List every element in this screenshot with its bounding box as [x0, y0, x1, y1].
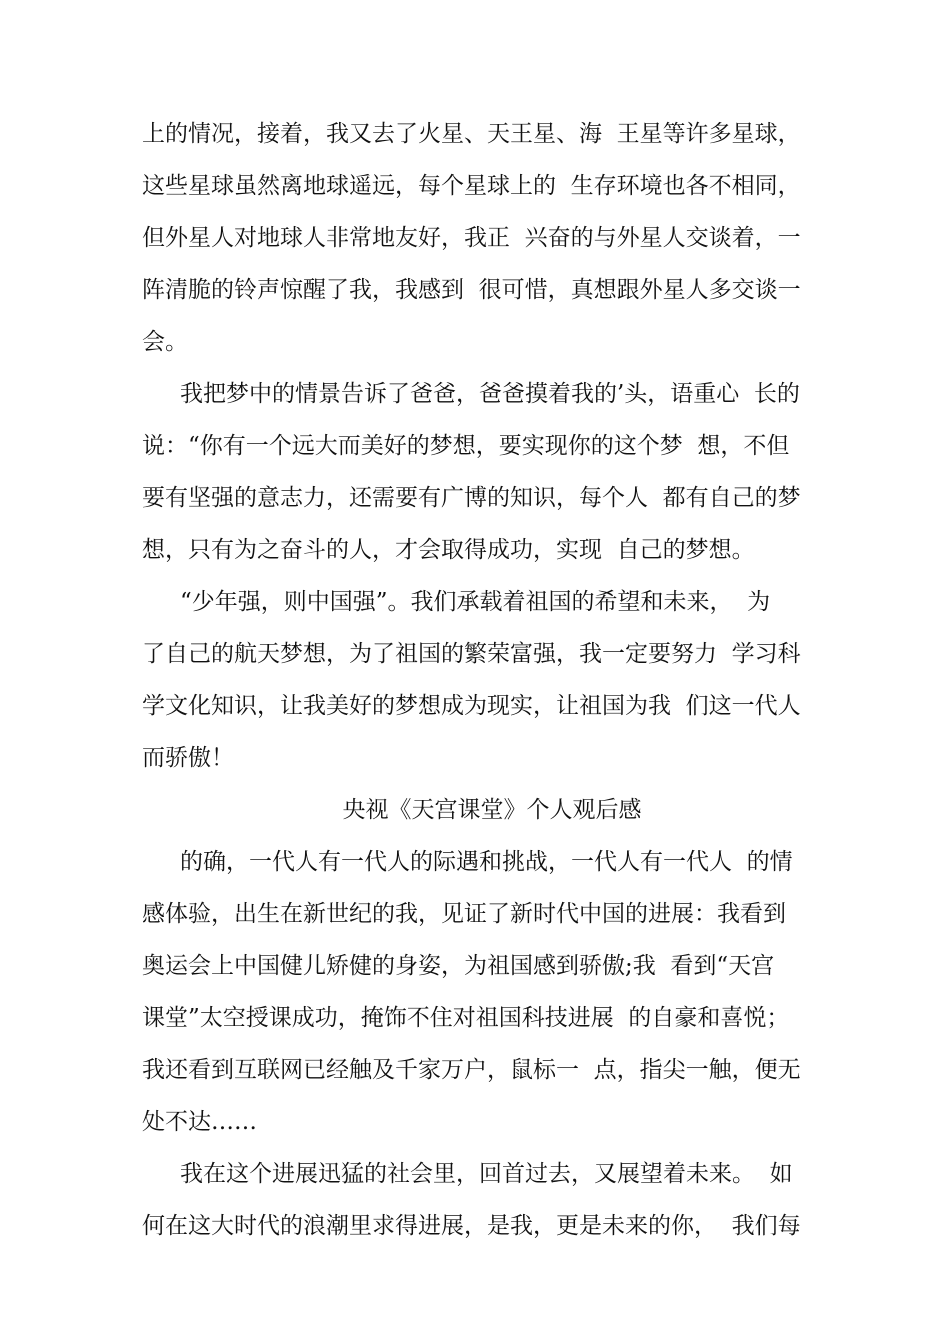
text-line: 上的情况，接着，我又去了火星、天王星、海 王星等许多星球，: [142, 121, 801, 147]
text-line: 而骄傲！: [142, 745, 234, 771]
text-line: 了自己的航天梦想，为了祖国的繁荣富强，我一定要努力 学习科: [142, 641, 801, 667]
text-line: 课堂”太空授课成功，掩饰不住对祖国科技进展 的自豪和喜悦；: [142, 1005, 790, 1031]
text-line: 奥运会上中国健儿矫健的身姿，为祖国感到骄傲;我 看到“天宫: [142, 953, 775, 979]
text-line: 会。: [142, 329, 188, 355]
text-line: 说：“你有一个远大而美好的梦想，要实现你的这个梦 想，不但: [142, 433, 790, 459]
text-line: 学文化知识，让我美好的梦想成为现实，让祖国为我 们这一代人: [142, 693, 801, 719]
text-line: 的确，一代人有一代人的际遇和挑战，一代人有一代人 的情: [180, 849, 793, 875]
text-line: 阵清脆的铃声惊醒了我，我感到 很可惜，真想跟外星人多交谈一: [142, 277, 801, 303]
text-line: 感体验，出生在新世纪的我，见证了新时代中国的进展：我看到: [142, 901, 786, 927]
paragraph-space-travel: [142, 108, 842, 368]
heading-tiangong-classroom: [142, 784, 842, 836]
text-line: 何在这大时代的浪潮里求得进展，是我，更是未来的你， 我们每: [142, 1213, 801, 1239]
text-line: 这些星球虽然离地球遥远，每个星球上的 生存环境也各不相同，: [142, 173, 801, 199]
text-line: 我还看到互联网已经触及千家万户，鼠标一 点，指尖一触，便无: [142, 1057, 801, 1083]
text-line: 但外星人对地球人非常地友好，我正 兴奋的与外星人交谈着，一: [142, 225, 801, 251]
paragraph-youth-strong: [142, 576, 842, 784]
text-line: “少年强，则中国强”。我们承载着祖国的希望和未来， 为: [180, 589, 771, 615]
paragraph-future: [142, 1148, 842, 1252]
text-line: 要有坚强的意志力，还需要有广博的知识，每个人 都有自己的梦: [142, 485, 801, 511]
document-body: [142, 108, 842, 1252]
text-line: 我在这个进展迅猛的社会里，回首过去，又展望着未来。 如: [180, 1161, 793, 1187]
text-line: 我把梦中的情景告诉了爸爸，爸爸摸着我的’头，语重心 长的: [180, 381, 800, 407]
paragraph-generation: [142, 836, 842, 1148]
text-line: 想，只有为之奋斗的人，才会取得成功，实现 自己的梦想。: [142, 537, 755, 563]
heading-text: 央视《天宫课堂》个人观后感: [342, 797, 642, 823]
paragraph-father-advice: [142, 368, 842, 576]
text-line: 处不达……: [142, 1109, 257, 1135]
